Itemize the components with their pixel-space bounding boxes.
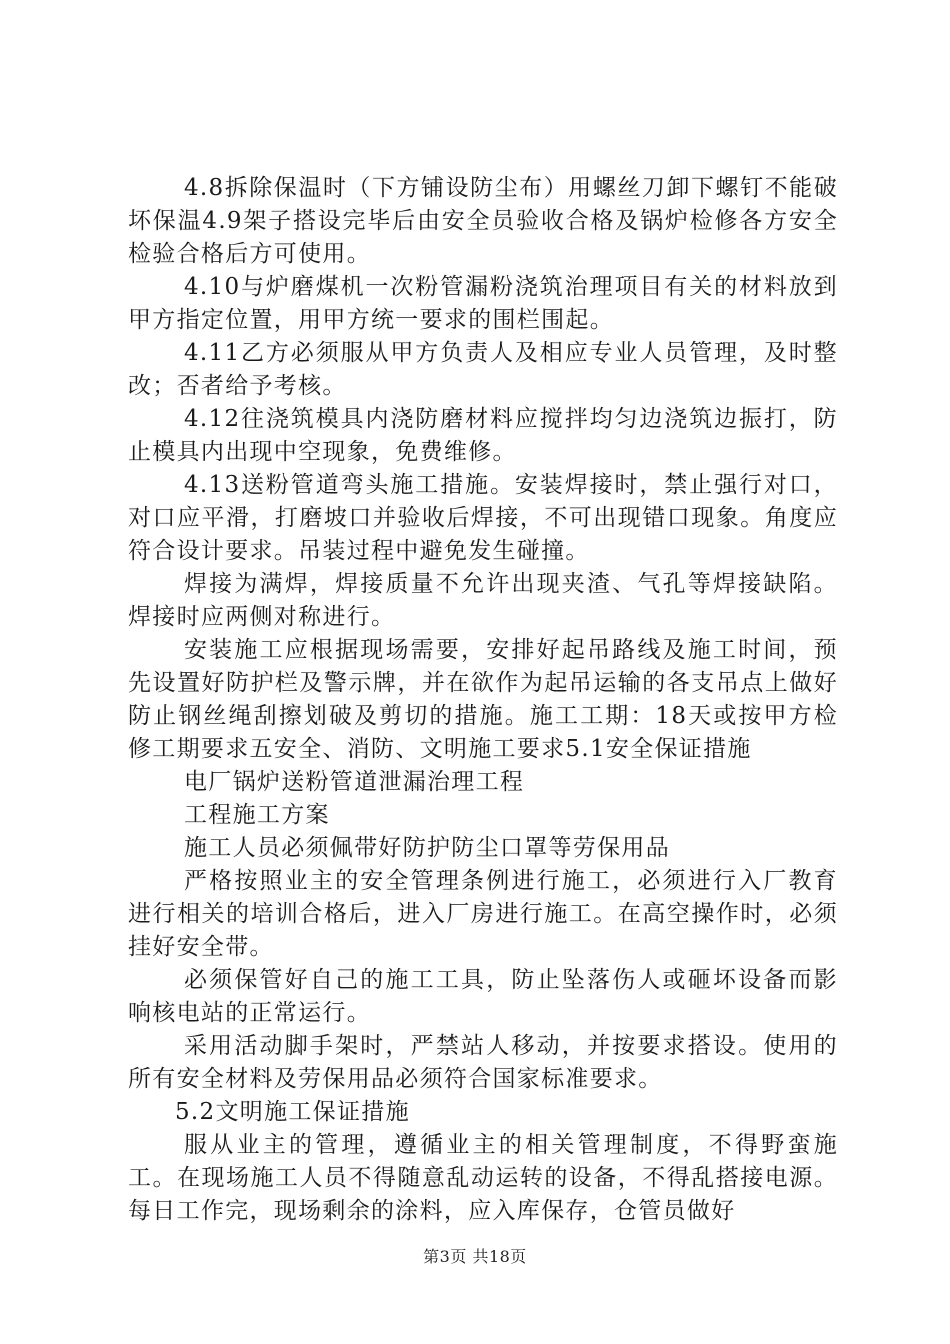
paragraph-4-11: 4.11乙方必须服从甲方负责人及相应专业人员管理，及时整改；否者给予考核。 — [128, 340, 838, 399]
document-body — [128, 172, 838, 1228]
paragraph-welding: 焊接为满焊，焊接质量不允许出现夹渣、气孔等焊接缺陷。焊接时应两侧对称进行。 — [128, 571, 838, 630]
paragraph-scaffold: 采用活动脚手架时，严禁站人移动，并按要求搭设。使用的所有安全材料及劳保用品必须符合国家标准要求。 — [128, 1033, 838, 1092]
page-number-footer: 第3页 共18页 — [423, 1247, 527, 1266]
paragraph-project-title: 电厂锅炉送粉管道泄漏治理工程 — [184, 769, 525, 795]
paragraph-4-13: 4.13送粉管道弯头施工措施。安装焊接时，禁止强行对口，对口应平滑，打磨坡口并验收后焊接，不可出现错口现象。角度应符合设计要求。吊装过程中避免发生碰撞。 — [128, 472, 838, 564]
paragraph-4-10: 4.10与炉磨煤机一次粉管漏粉浇筑治理项目有关的材料放到甲方指定位置，用甲方统一要求的围栏围起。 — [128, 274, 838, 333]
paragraph-plan-title: 工程施工方案 — [184, 802, 330, 828]
paragraph-safety-rules: 严格按照业主的安全管理条例进行施工，必须进行入厂教育进行相关的培训合格后，进入厂房进行施工。在高空操作时，必须挂好安全带。 — [128, 868, 838, 960]
paragraph-civilized-construction: 服从业主的管理，遵循业主的相关管理制度，不得野蛮施工。在现场施工人员不得随意乱动运转的设备，不得乱搭接电源。每日工作完，现场剩余的涂料，应入库保存，仓管员做好 — [128, 1132, 838, 1224]
paragraph-4-8: 4.8拆除保温时（下方铺设防尘布）用螺丝刀卸下螺钉不能破坏保温4.9架子搭设完毕后由安全员验收合格及锅炉检修各方安全检验合格后方可使用。 — [128, 175, 838, 267]
paragraph-installation: 安装施工应根据现场需要，安排好起吊路线及施工时间，预先设置好防护栏及警示牌，并在欲作为起吊运输的各支吊点上做好防止钢丝绳刮擦划破及剪切的措施。施工工期：18天或按甲方检修工期要求五安全、消防、文明施工要求5.1安全保证措施 — [128, 637, 838, 762]
paragraph-4-12: 4.12往浇筑模具内浇防磨材料应搅拌均匀边浇筑边振打，防止模具内出现中空现象，免费维修。 — [128, 406, 838, 465]
paragraph-protective-gear: 施工人员必须佩带好防护防尘口罩等劳保用品 — [184, 835, 670, 861]
paragraph-5-2-heading: 5.2文明施工保证措施 — [175, 1099, 410, 1125]
paragraph-tools: 必须保管好自己的施工工具，防止坠落伤人或砸坏设备而影响核电站的正常运行。 — [128, 967, 838, 1026]
